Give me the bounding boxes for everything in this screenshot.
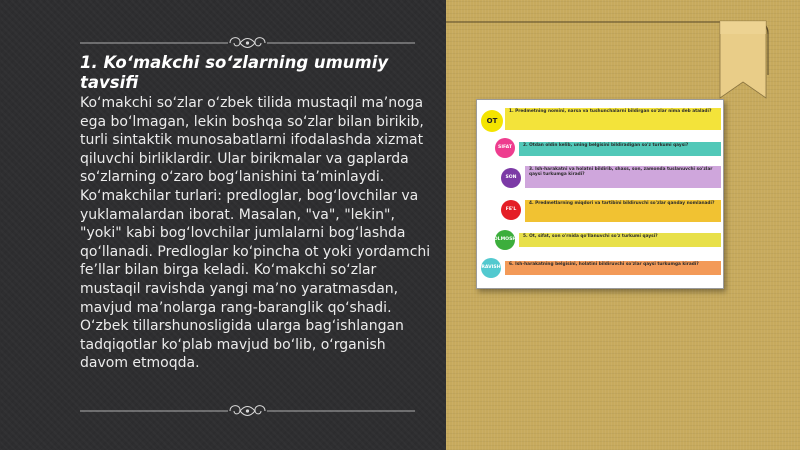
diagram-question-bar: 2. Otdan oldin kelib, uning belgisini bildiradigan so'z turkumi qaysi? (519, 142, 721, 156)
diagram-node: RAVISH (481, 258, 501, 278)
question-diagram-image (476, 99, 724, 289)
slide-body-text: Ko‘makchi so‘zlar o‘zbek tilida mustaqil ma’noga ega bo‘lmagan, lekin boshqa so‘zlar bilan birikib, turli sintaktik munosabatlarni ifodalashda xizmat qiluvchi birliklardir. Ular birikmalar va gaplarda so‘zlarning o‘zaro bog‘lanishini ta’minlaydi. Ko‘makchilar turlari: predloglar, bog‘lovchilar va yuklamalardan iborat. Masalan, "va", "lekin", "yoki" kabi bog‘lovchilar jumlalarni bog‘lashda qo‘llanadi. Predloglar ko‘pincha ot yoki yordamchi fe’llar bilan birga keladi. Ko‘makchi so‘zlar mustaqil ravishda yangi ma’no yaratmasdan, mavjud ma’nolarga rang-baranglik qo‘shadi. O‘zbek tillarshunosligida ularga bag‘ishlangan tadqiqotlar ko‘plab mavjud bo‘lib, o‘rganish davom etmoqda. (80, 95, 431, 372)
top-ornament (80, 33, 415, 53)
bottom-ornament (80, 401, 415, 421)
diagram-question-bar: 6. Ish-harakatning belgisini, holatini bildiruvchi so'zlar qaysi turkumga kiradi? (505, 261, 721, 275)
diagram-question-bar: 1. Predmetning nomini, narsa va tushunchalarni bildirgan so'zlar nima deb ataladi? (505, 108, 721, 130)
diagram-question-bar: 4. Predmetlarning miqdori va tartibini bildiruvchi so'zlar qanday nomlanadi? (525, 200, 721, 222)
diagram-node: SON (501, 168, 521, 188)
diagram-question-bar: 5. Ot, sifat, son o'rnida qo'llanuvchi so'z turkumi qaysi? (519, 233, 721, 247)
diagram-node: FE'L (501, 200, 521, 220)
diagram-node: OLMOSH (495, 230, 515, 250)
diagram-node: OT (481, 110, 503, 132)
slide-title: 1. Ko‘makchi so‘zlarning umumiy tavsifi (80, 53, 389, 92)
diagram-node: SIFAT (495, 138, 515, 158)
diagram-question-bar: 3. Ish-harakatni va holatni bildirib, shaxs, son, zamonda tuslanuvchi so'zlar qaysi turkumga kiradi? (525, 166, 721, 188)
